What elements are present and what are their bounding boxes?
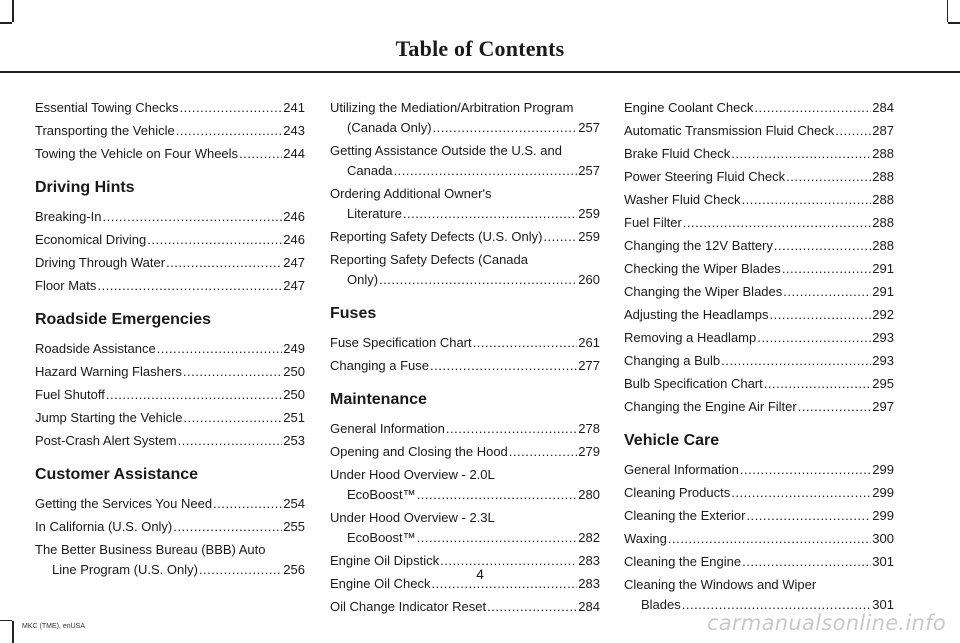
toc-entry-page-number: 277 <box>578 358 600 373</box>
dot-leader <box>509 442 578 462</box>
toc-entry-title: Oil Change Indicator Reset <box>330 599 487 614</box>
toc-column-1 <box>35 98 305 583</box>
toc-entry-title: Fuel Shutoff <box>35 387 105 402</box>
toc-entry[interactable] <box>330 356 600 376</box>
toc-entry-title: Changing the Wiper Blades <box>624 284 783 299</box>
toc-entry-page-number: 282 <box>578 530 600 545</box>
toc-entry[interactable] <box>330 508 600 548</box>
page-title: Table of Contents <box>395 36 565 61</box>
toc-entry-title: Cleaning the Windows and Wiper <box>624 577 817 592</box>
toc-entry[interactable] <box>624 397 894 417</box>
toc-entry[interactable] <box>35 230 305 250</box>
toc-entry-page-number: 300 <box>872 531 894 546</box>
dot-leader <box>180 98 283 118</box>
toc-entry-title: Automatic Transmission Fluid Check <box>624 123 835 138</box>
toc-entry[interactable] <box>624 305 894 325</box>
toc-entry[interactable] <box>330 597 600 617</box>
toc-entry[interactable] <box>35 385 305 405</box>
toc-entry-page-number: 295 <box>872 376 894 391</box>
dot-leader <box>487 597 577 617</box>
toc-entry[interactable] <box>35 362 305 382</box>
document-id: MKC (TME), enUSA <box>22 623 86 630</box>
toc-entry[interactable] <box>624 506 894 526</box>
toc-entry-page-number: 288 <box>872 169 894 184</box>
toc-entry[interactable] <box>35 408 305 428</box>
toc-entry-page-number: 301 <box>872 597 894 612</box>
dot-leader <box>157 339 283 359</box>
toc-column-3 <box>624 98 894 618</box>
dot-leader <box>379 270 577 290</box>
dot-leader <box>446 419 577 439</box>
toc-entry-page-number: 250 <box>283 387 305 402</box>
toc-entry-title: The Better Business Bureau (BBB) Auto <box>35 542 266 557</box>
dot-leader <box>731 483 871 503</box>
toc-entry[interactable] <box>330 250 600 290</box>
dot-leader <box>774 236 871 256</box>
toc-entry-page-number: 257 <box>578 163 600 178</box>
toc-entry-page-number: 243 <box>283 123 305 138</box>
dot-leader <box>668 529 871 549</box>
toc-entry-title: Literature <box>347 206 402 221</box>
toc-entry[interactable] <box>624 328 894 348</box>
toc-entry-page-number: 279 <box>578 444 600 459</box>
dot-leader <box>740 460 871 480</box>
toc-entry-title: Reporting Safety Defects (U.S. Only) <box>330 229 543 244</box>
toc-entry[interactable] <box>330 465 600 505</box>
dot-leader <box>742 190 872 210</box>
toc-entry-page-number: 288 <box>872 192 894 207</box>
toc-entry-title: Towing the Vehicle on Four Wheels <box>35 146 239 161</box>
toc-entry[interactable] <box>624 282 894 302</box>
toc-entry[interactable] <box>624 259 894 279</box>
watermark: carmanualsonline.info <box>706 611 946 635</box>
toc-entry[interactable] <box>35 98 305 118</box>
toc-entry-title: General Information <box>624 462 739 477</box>
toc-entry-page-number: 259 <box>578 206 600 221</box>
toc-entry-title: Line Program (U.S. Only) <box>52 562 198 577</box>
dot-leader <box>213 494 282 514</box>
toc-entry-title: Engine Oil Dipstick <box>330 553 440 568</box>
toc-entry[interactable] <box>624 529 894 549</box>
toc-entry[interactable] <box>35 276 305 296</box>
toc-entry-title: EcoBoost™ <box>347 487 416 502</box>
toc-entry[interactable] <box>35 431 305 451</box>
toc-entry-title: Transporting the Vehicle <box>35 123 175 138</box>
toc-entry-page-number: 292 <box>872 307 894 322</box>
toc-entry-title: Changing the 12V Battery <box>624 238 773 253</box>
toc-entry-title: Essential Towing Checks <box>35 100 179 115</box>
dot-leader <box>394 161 578 181</box>
dot-leader <box>166 253 282 273</box>
toc-entry-page-number: 293 <box>872 353 894 368</box>
toc-entry-title: Breaking-In <box>35 209 102 224</box>
toc-column-2 <box>330 98 600 620</box>
toc-entry-page-number: 291 <box>872 284 894 299</box>
toc-entry-title: Jump Starting the Vehicle <box>35 410 183 425</box>
toc-entry-page-number: 246 <box>283 209 305 224</box>
toc-entry[interactable] <box>35 517 305 537</box>
dot-leader <box>417 485 578 505</box>
toc-entry[interactable] <box>330 184 600 224</box>
toc-entry-page-number: 260 <box>578 272 600 287</box>
toc-entry-title: (Canada Only) <box>347 120 432 135</box>
toc-entry[interactable] <box>35 207 305 227</box>
dot-leader <box>782 259 871 279</box>
toc-entry-page-number: 301 <box>872 554 894 569</box>
toc-entry-page-number: 257 <box>578 120 600 135</box>
toc-entry-title: Washer Fluid Check <box>624 192 741 207</box>
dot-leader <box>433 118 578 138</box>
section-heading: Maintenance <box>330 391 427 408</box>
dot-leader <box>757 328 871 348</box>
toc-entry-title: Waxing <box>624 531 667 546</box>
toc-entry-page-number: 259 <box>578 229 600 244</box>
toc-entry-page-number: 241 <box>283 100 305 115</box>
dot-leader <box>97 276 282 296</box>
toc-entry-title: Floor Mats <box>35 278 97 293</box>
toc-entry-page-number: 284 <box>578 599 600 614</box>
toc-entry-title: Hazard Warning Flashers <box>35 364 182 379</box>
toc-entry-title: Removing a Headlamp <box>624 330 757 345</box>
toc-entry-page-number: 284 <box>872 100 894 115</box>
toc-entry-title: In California (U.S. Only) <box>35 519 173 534</box>
dot-leader <box>746 506 871 526</box>
toc-entry-page-number: 283 <box>578 576 600 591</box>
dot-leader <box>430 356 577 376</box>
toc-entry-title: Checking the Wiper Blades <box>624 261 781 276</box>
toc-entry[interactable] <box>624 351 894 371</box>
toc-entry[interactable] <box>330 98 600 138</box>
toc-entry-title: Roadside Assistance <box>35 341 156 356</box>
dot-leader <box>764 374 872 394</box>
toc-entry-title: Getting Assistance Outside the U.S. and <box>330 143 562 158</box>
toc-entry-title: Reporting Safety Defects (Canada <box>330 252 528 267</box>
toc-entry[interactable] <box>624 144 894 164</box>
toc-entry-title: Engine Oil Check <box>330 576 431 591</box>
dot-leader <box>683 213 872 233</box>
toc-entry-page-number: 287 <box>872 123 894 138</box>
toc-entry-title: Bulb Specification Chart <box>624 376 763 391</box>
toc-entry-title: Ordering Additional Owner's <box>330 186 492 201</box>
section-heading: Fuses <box>330 305 377 322</box>
toc-entry-page-number: 253 <box>283 433 305 448</box>
toc-entry[interactable] <box>624 167 894 187</box>
toc-entry-page-number: 291 <box>872 261 894 276</box>
toc-entry-title: Changing the Engine Air Filter <box>624 399 797 414</box>
toc-entry-title: Power Steering Fluid Check <box>624 169 786 184</box>
toc-entry[interactable] <box>35 144 305 164</box>
section-heading: Driving Hints <box>35 179 135 196</box>
toc-entry-page-number: 297 <box>872 399 894 414</box>
toc-entry-page-number: 244 <box>283 146 305 161</box>
toc-entry[interactable] <box>624 483 894 503</box>
toc-entry-page-number: 246 <box>283 232 305 247</box>
toc-entry-page-number: 250 <box>283 364 305 379</box>
toc-entry-page-number: 255 <box>283 519 305 534</box>
dot-leader <box>798 397 872 417</box>
dot-leader <box>754 98 871 118</box>
section-heading: Roadside Emergencies <box>35 311 212 328</box>
dot-leader <box>770 305 872 325</box>
toc-entry-page-number: 278 <box>578 421 600 436</box>
toc-entry-page-number: 299 <box>872 485 894 500</box>
section-heading: Customer Assistance <box>35 466 199 483</box>
dot-leader <box>183 408 282 428</box>
toc-entry[interactable] <box>330 419 600 439</box>
dot-leader <box>178 431 283 451</box>
toc-entry-title: Canada <box>347 163 393 178</box>
dot-leader <box>783 282 871 302</box>
toc-entry[interactable] <box>624 98 894 118</box>
toc-entry-page-number: 288 <box>872 238 894 253</box>
page-number: 4 <box>476 566 484 582</box>
toc-entry-title: Cleaning the Engine <box>624 554 742 569</box>
toc-entry-title: Opening and Closing the Hood <box>330 444 508 459</box>
dot-leader <box>173 517 282 537</box>
toc-entry[interactable] <box>35 339 305 359</box>
toc-entry-page-number: 288 <box>872 146 894 161</box>
dot-leader <box>183 362 282 382</box>
toc-entry-page-number: 247 <box>283 278 305 293</box>
dot-leader <box>786 167 871 187</box>
title-divider <box>0 71 960 73</box>
toc-entry[interactable] <box>624 213 894 233</box>
toc-entry[interactable] <box>624 374 894 394</box>
toc-entry[interactable] <box>330 227 600 247</box>
toc-entry[interactable] <box>624 190 894 210</box>
toc-entry-page-number: 256 <box>283 562 305 577</box>
toc-entry-page-number: 280 <box>578 487 600 502</box>
toc-entry-page-number: 293 <box>872 330 894 345</box>
toc-entry-title: Cleaning Products <box>624 485 731 500</box>
toc-entry-title: Driving Through Water <box>35 255 166 270</box>
toc-entry-page-number: 254 <box>283 496 305 511</box>
toc-entry-page-number: 261 <box>578 335 600 350</box>
toc-entry[interactable] <box>35 121 305 141</box>
toc-entry-title: Changing a Bulb <box>624 353 721 368</box>
toc-entry-title: Fuel Filter <box>624 215 682 230</box>
toc-entry-title: Fuse Specification Chart <box>330 335 472 350</box>
dot-leader <box>239 144 282 164</box>
toc-entry-title: General Information <box>330 421 445 436</box>
toc-entry-title: Adjusting the Headlamps <box>624 307 769 322</box>
toc-entry-page-number: 251 <box>283 410 305 425</box>
toc-entry-title: Under Hood Overview - 2.0L <box>330 467 495 482</box>
toc-entry-title: Under Hood Overview - 2.3L <box>330 510 495 525</box>
toc-entry-page-number: 283 <box>578 553 600 568</box>
dot-leader <box>417 528 578 548</box>
dot-leader <box>731 144 871 164</box>
toc-entry-title: Post-Crash Alert System <box>35 433 177 448</box>
toc-entry-page-number: 288 <box>872 215 894 230</box>
dot-leader <box>106 385 282 405</box>
toc-entry[interactable] <box>330 333 600 353</box>
toc-entry[interactable] <box>35 494 305 514</box>
dot-leader <box>147 230 282 250</box>
toc-entry-page-number: 299 <box>872 508 894 523</box>
toc-entry[interactable] <box>330 141 600 181</box>
toc-entry-title: Only) <box>347 272 379 287</box>
toc-entry-title: Changing a Fuse <box>330 358 430 373</box>
dot-leader <box>176 121 283 141</box>
toc-entry-title: Getting the Services You Need <box>35 496 213 511</box>
toc-entry[interactable] <box>624 460 894 480</box>
toc-entry-title: Economical Driving <box>35 232 147 247</box>
toc-entry-page-number: 247 <box>283 255 305 270</box>
toc-entry-title: Cleaning the Exterior <box>624 508 746 523</box>
dot-leader <box>473 333 578 353</box>
toc-entry[interactable] <box>35 253 305 273</box>
toc-entry-title: Utilizing the Mediation/Arbitration Program <box>330 100 574 115</box>
dot-leader <box>721 351 871 371</box>
dot-leader <box>403 204 577 224</box>
toc-entry-title: Brake Fluid Check <box>624 146 731 161</box>
toc-entry[interactable] <box>624 121 894 141</box>
toc-entry-title: Blades <box>641 597 681 612</box>
toc-entry[interactable] <box>624 236 894 256</box>
toc-entry[interactable] <box>330 442 600 462</box>
dot-leader <box>543 227 577 247</box>
section-heading: Vehicle Care <box>624 432 720 449</box>
dot-leader <box>835 121 871 141</box>
toc-entry-title: EcoBoost™ <box>347 530 416 545</box>
toc-entry-page-number: 249 <box>283 341 305 356</box>
toc-entry-title: Engine Coolant Check <box>624 100 754 115</box>
toc-entry-page-number: 299 <box>872 462 894 477</box>
dot-leader <box>102 207 282 227</box>
